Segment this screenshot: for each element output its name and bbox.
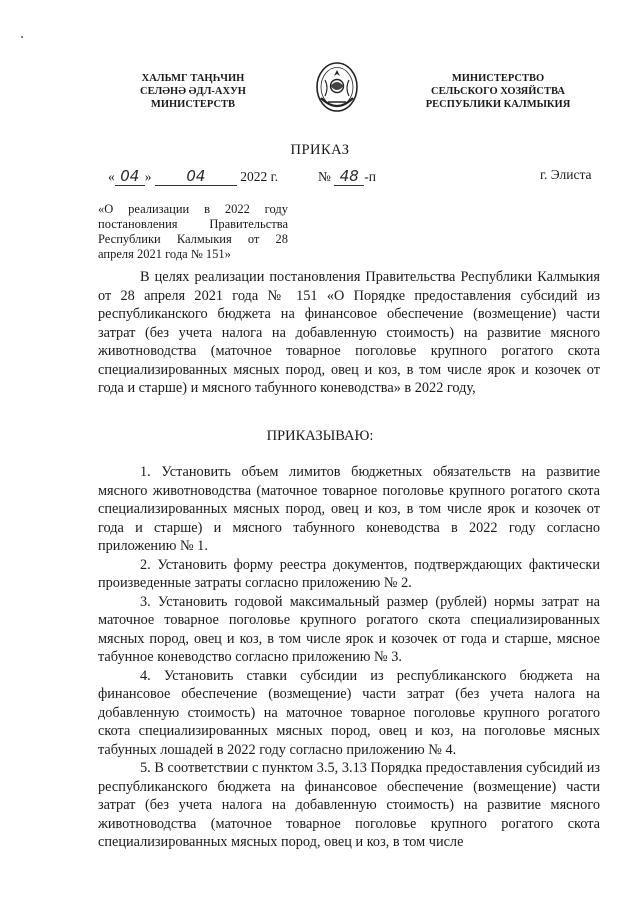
date-field (108, 167, 278, 186)
header-right-line: МИНИСТЕРСТВО (451, 73, 545, 84)
order-subject (98, 202, 288, 262)
header-right-russian (418, 72, 578, 111)
date-open-quote: « (108, 169, 115, 184)
subject-line: «О реализации в 2022 году (98, 202, 288, 216)
order-item: 5. В соответствии с пунктом 3.5, 3.13 Порядка предоставления субсидий из республиканского бюджета на финансовое обеспечение (возмещение) части затрат (без учета налога на добавленную стоимость) на развитие мясного животноводства (маточное товарное поголовье крупного рогатого скота специализированных мясных пород, овец и коз, в том числе (98, 760, 600, 850)
number-suffix: -п (364, 169, 376, 184)
header-left-line: МИНИСТЕРСТВ (150, 99, 236, 110)
preamble (98, 268, 600, 398)
order-number (318, 167, 376, 186)
document-type: ПРИКАЗ (290, 142, 350, 158)
order-word: ПРИКАЗЫВАЮ: (266, 428, 374, 444)
order-item: 2. Установить форму реестра документов, подтверждающих фактически произведенные затраты согласно приложению № 2. (98, 556, 600, 591)
date-day: 04 (115, 167, 145, 186)
header-left-kalmyk (108, 72, 278, 111)
order-item: 3. Установить годовой максимальный размер (рублей) нормы затрат на маточное товарное поголовье крупного рогатого скота специализированных мясных пород, овец и коз, в том числе ярок и козочек от года и старше, мясное табунное коневодство согласно приложению № 3. (98, 593, 600, 665)
date-year: 2022 г. (240, 169, 279, 184)
date-close-quote: » (144, 169, 152, 184)
order-items (98, 463, 600, 852)
order-item: 1. Установить объем лимитов бюджетных обязательств на развитие мясного животноводства (маточное товарное поголовье крупного рогатого скота специализированных мясных пород, овец и коз, в том числе ярок и козочек от года и старше) и мясного табунного коневодства в 2022 году согласно приложению № 1. (98, 464, 600, 554)
subject-line: апреля 2021 года № 151» (98, 247, 231, 261)
date-month: 04 (155, 167, 237, 186)
subject-line: постановления Правительства (98, 217, 288, 231)
number-prefix: № (318, 169, 331, 184)
header-right-line: РЕСПУБЛИКИ КАЛМЫКИЯ (425, 99, 571, 110)
city: г. Элиста (540, 167, 592, 182)
order-item: 4. Установить ставки субсидии из республиканского бюджета на финансовое обеспечение (возмещение) части затрат (без учета налога на добавленную стоимость) на маточное товарное поголовье крупного рогатого скота специализированных мясных пород, овец и коз, на поголовье мясных табунных лошадей в 2022 году согласно приложению № 4. (98, 667, 600, 758)
republic-of-kalmykia-emblem-icon (314, 58, 360, 116)
number-value: 48 (334, 167, 364, 186)
scan-speck (21, 36, 23, 38)
header-left-line: СЕЛӘНӘ ӘДЛ-АХУН (140, 86, 246, 97)
header-left-line: ХАЛЬМГ ТАҢҺЧИН (141, 73, 245, 84)
header-right-line: СЕЛЬСКОГО ХОЗЯЙСТВА (431, 86, 565, 97)
subject-line: Республики Калмыкия от 28 (98, 232, 288, 246)
preamble-text: В целях реализации постановления Правительства Республики Калмыкия от 28 апреля 2021 года № 151 «О Порядке предоставления субсидий из республиканского бюджета на финансовое обеспечение (возмещение) части затрат (без учета налога на добавленную стоимость) на развитие мясного животноводства (маточное товарное поголовье крупного рогатого скота специализированных мясных пород, овец и коз, в том числе ярок и козочек от года и старше) и мясного табунного коневодства» в 2022 году, (98, 269, 600, 396)
